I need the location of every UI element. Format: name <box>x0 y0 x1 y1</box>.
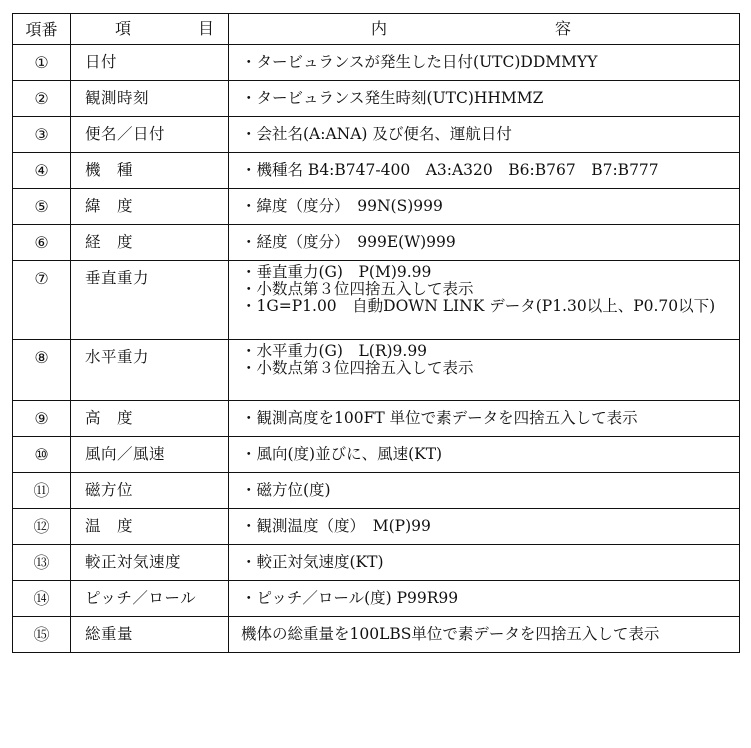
row-content <box>229 509 740 545</box>
table-row <box>13 189 740 225</box>
row-item-name: 日付 <box>71 45 229 81</box>
table-row <box>13 617 740 653</box>
header-content-char2: 容 <box>555 19 572 38</box>
row-number: ⑬ <box>13 545 71 581</box>
header-item-char1: 項 <box>115 19 132 38</box>
row-content <box>229 401 740 437</box>
content-line: ・小数点第３位四捨五入して表示 <box>241 280 474 298</box>
table-row <box>13 340 740 401</box>
table-row <box>13 437 740 473</box>
row-number: ② <box>13 81 71 117</box>
row-item-name: 水平重力 <box>71 340 229 401</box>
row-item-name: 緯 度 <box>71 189 229 225</box>
row-content <box>229 437 740 473</box>
content-line: ・観測温度（度） M(P)99 <box>241 517 431 535</box>
content-line: ・機種名 B4:B747-400 A3:A320 B6:B767 B7:B777 <box>241 161 659 179</box>
row-item-name: 較正対気速度 <box>71 545 229 581</box>
row-item-name: 風向／風速 <box>71 437 229 473</box>
header-content-char1: 内 <box>371 19 388 38</box>
row-number: ③ <box>13 117 71 153</box>
row-number: ① <box>13 45 71 81</box>
content-line: 機体の総重量を100LBS単位で素データを四捨五入して表示 <box>241 625 660 643</box>
content-line: ・磁方位(度) <box>241 481 331 499</box>
row-item-name: 総重量 <box>71 617 229 653</box>
row-item-name: 経 度 <box>71 225 229 261</box>
row-content <box>229 261 740 340</box>
row-content <box>229 340 740 401</box>
content-line: ・小数点第３位四捨五入して表示 <box>241 359 474 377</box>
row-content <box>229 81 740 117</box>
row-number: ④ <box>13 153 71 189</box>
row-item-name: 機 種 <box>71 153 229 189</box>
row-content <box>229 45 740 81</box>
row-number: ⑭ <box>13 581 71 617</box>
table-row <box>13 545 740 581</box>
row-content <box>229 545 740 581</box>
content-line: ・垂直重力(G) P(M)9.99 <box>241 263 432 281</box>
row-number: ⑥ <box>13 225 71 261</box>
row-item-name: 温 度 <box>71 509 229 545</box>
table-row <box>13 401 740 437</box>
header-item <box>71 14 229 45</box>
content-line: ・タービュランス発生時刻(UTC)HHMMZ <box>241 89 544 107</box>
header-item-char2: 目 <box>197 19 214 38</box>
data-items-table <box>12 13 740 653</box>
row-item-name: ピッチ／ロール <box>71 581 229 617</box>
row-item-name: 観測時刻 <box>71 81 229 117</box>
row-number: ⑫ <box>13 509 71 545</box>
row-number: ⑮ <box>13 617 71 653</box>
row-item-name: 高 度 <box>71 401 229 437</box>
content-line: ・風向(度)並びに、風速(KT) <box>241 445 443 463</box>
table-row <box>13 473 740 509</box>
table-row <box>13 261 740 340</box>
row-number: ⑩ <box>13 437 71 473</box>
row-content <box>229 473 740 509</box>
content-line: ・観測高度を100FT 単位で素データを四捨五入して表示 <box>241 409 638 427</box>
table-row <box>13 117 740 153</box>
content-line: ・ピッチ／ロール(度) P99R99 <box>241 589 459 607</box>
row-number: ⑧ <box>13 340 71 401</box>
row-content <box>229 153 740 189</box>
row-item-name: 磁方位 <box>71 473 229 509</box>
content-line: ・緯度（度分） 99N(S)999 <box>241 197 443 215</box>
row-item-name: 垂直重力 <box>71 261 229 340</box>
row-number: ⑦ <box>13 261 71 340</box>
row-content <box>229 225 740 261</box>
header-no: 項番 <box>13 14 71 45</box>
content-line: ・経度（度分） 999E(W)999 <box>241 233 456 251</box>
row-content <box>229 617 740 653</box>
row-content <box>229 581 740 617</box>
row-number: ⑪ <box>13 473 71 509</box>
row-content <box>229 189 740 225</box>
table-row <box>13 153 740 189</box>
table-row <box>13 45 740 81</box>
header-content <box>229 14 740 45</box>
row-item-name: 便名／日付 <box>71 117 229 153</box>
row-number: ⑤ <box>13 189 71 225</box>
content-line: ・較正対気速度(KT) <box>241 553 384 571</box>
content-line: ・タービュランスが発生した日付(UTC)DDMMYY <box>241 53 598 71</box>
table-row <box>13 509 740 545</box>
content-line: ・水平重力(G) L(R)9.99 <box>241 342 428 360</box>
row-number: ⑨ <box>13 401 71 437</box>
header-row <box>13 14 740 45</box>
table-row <box>13 581 740 617</box>
table-row <box>13 225 740 261</box>
row-content <box>229 117 740 153</box>
content-line: ・1G=P1.00 自動DOWN LINK データ(P1.30以上、P0.70以下) <box>241 297 716 315</box>
table-row <box>13 81 740 117</box>
content-line: ・会社名(A:ANA) 及び便名、運航日付 <box>241 125 512 143</box>
